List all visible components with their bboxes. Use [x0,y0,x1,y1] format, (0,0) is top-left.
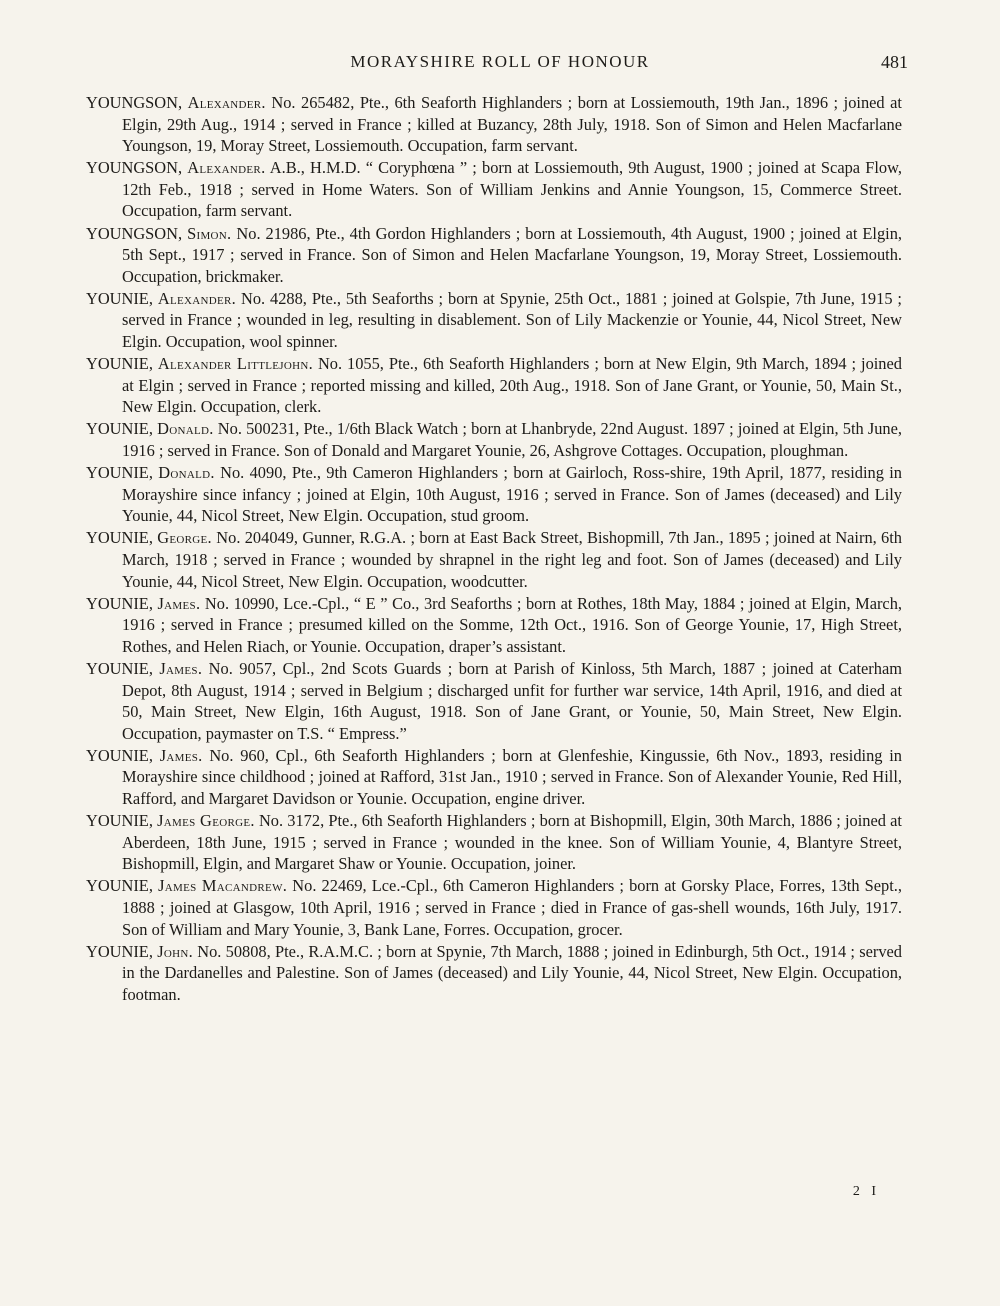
entry-given-name: James. [157,593,201,613]
entry-given-name: Alexander. [187,93,266,112]
roll-entry [86,527,902,592]
entry-details: No. 3172, Pte., 6th Seaforth Highlanders ; born at Bishopmill, Elgin, 30th March, 1886 ; joined at Aberdeen, 18th June, 1915 ; served in France ; wounded in the knee. Son of William Younie, 4, Blantyre Street, Bishopmill, Elgin, and Margaret Shaw or Younie. Occupation, joiner. [122,811,902,874]
entry-given-name: James Macandrew. [158,876,288,896]
entry-surname: YOUNIE, [86,811,153,831]
entry-given-name: James. [159,658,203,678]
entry-given-name: Alexander Littlejohn. [157,354,313,374]
entry-details: No. 50808, Pte., R.A.M.C. ; born at Spynie, 7th March, 1888 ; joined in Edinburgh, 5th Oct., 1914 ; served in the Dardanelles and Palestine. Son of James (deceased) and Lily Younie, 44, Nicol Street, New Elgin. Occupation, footman. [122,941,902,1004]
entry-given-name: Alexander. [157,288,237,308]
roll-entry [86,875,902,940]
roll-entry [86,157,902,222]
entry-surname: YOUNGSON, [86,93,183,112]
roll-entry [86,745,902,810]
entry-details: No. 21986, Pte., 4th Gordon Highlanders ; born at Lossiemouth, 4th August, 1900 ; joined at Elgin, 5th Sept., 1917 ; served in France. Son of Simon and Helen Macfarlane Youngson, 19, Moray Street, Lossiemouth. Occupation, brickmaker. [122,223,902,286]
entry-given-name: Simon. [187,223,232,243]
entry-details: No. 265482, Pte., 6th Seaforth Highlanders ; born at Lossiemouth, 19th Jan., 1896 ; joined at Elgin, 29th Aug., 1914 ; served in France ; killed at Buzancy, 28th July, 1918. Son of Simon and Helen Macfarlane Youngson, 19, Moray Street, Lossiemouth. Occupation, farm servant. [122,93,902,156]
entry-details: No. 4288, Pte., 5th Seaforths ; born at Spynie, 25th Oct., 1881 ; joined at Golspie, 7th June, 1915 ; served in France ; wounded in leg, resulting in disablement. Son of Lily Mackenzie or Younie, 44, Nicol Street, New Elgin. Occupation, wool spinner. [122,288,902,352]
roll-entries [86,92,902,1006]
entry-details: No. 4090, Pte., 9th Cameron Highlanders ; born at Gairloch, Ross-shire, 19th April, 1877, residing in Morayshire since infancy ; joined at Elgin, 10th August, 1916 ; served in France. Son of James (deceased) and Lily Younie, 44, Nicol Street, New Elgin. Occupation, stud groom. [122,463,902,526]
entry-given-name: Donald. [158,463,215,483]
entry-surname: YOUNIE, [86,288,153,308]
entry-given-name: George. [157,528,212,548]
entry-surname: YOUNIE, [86,419,153,439]
roll-entry [86,92,902,157]
entry-details: No. 10990, Lce.-Cpl., “ E ” Co., 3rd Seaforths ; born at Rothes, 18th May, 1884 ; joined at Elgin, March, 1916 ; served in France ; presumed killed on the Somme, 12th Oct., 1916. Son of George Younie, 17, High Street, Rothes, and Helen Riach, or Younie. Occupation, draper’s assistant. [122,593,902,656]
roll-entry [86,288,902,353]
entry-details: No. 204049, Gunner, R.G.A. ; born at East Back Street, Bishopmill, 7th Jan., 1895 ; joined at Nairn, 6th March, 1918 ; served in France ; wounded by shrapnel in the right leg and foot. Son of James (deceased) and Lily Younie, 44, Nicol Street, New Elgin. Occupation, woodcutter. [122,528,902,591]
entry-given-name: James. [159,745,203,765]
entry-surname: YOUNGSON, [86,158,183,178]
entry-surname: YOUNIE, [86,745,153,765]
entry-surname: YOUNIE, [86,528,153,548]
signature-mark: 2 I [852,1184,880,1199]
page-title: MORAYSHIRE ROLL OF HONOUR [350,52,650,71]
entry-details: No. 22469, Lce.-Cpl., 6th Cameron Highlanders ; born at Gorsky Place, Forres, 13th Sept., 1888 ; joined at Glasgow, 10th April, 1916 ; served in France ; died in France of gas-shell wounds, 16th July, 1917. Son of William and Mary Younie, 3, Bank Lane, Forres. Occupation, grocer. [122,876,903,939]
running-head [0,52,1000,76]
entry-surname: YOUNIE, [86,463,153,483]
entry-details: No. 1055, Pte., 6th Seaforth Highlanders ; born at New Elgin, 9th March, 1894 ; joined at Elgin ; served in France ; reported missing and killed, 20th Aug., 1918. Son of Jane Grant, or Younie, 50, Main St., New Elgin. Occupation, clerk. [122,354,902,417]
entry-given-name: Donald. [157,419,214,439]
entry-details: A.B., H.M.D. “ Coryphœna ” ; born at Lossiemouth, 9th August, 1900 ; joined at Scapa Flow, 12th Feb., 1918 ; served in Home Waters. Son of William Jenkins and Annie Youngson, 15, Commerce Street. Occupation, farm servant. [122,158,902,221]
entry-surname: YOUNIE, [86,354,153,374]
entry-surname: YOUNGSON, [86,223,183,243]
entry-details: No. 500231, Pte., 1/6th Black Watch ; born at Lhanbryde, 22nd August. 1897 ; joined at Elgin, 5th June, 1916 ; served in France. Son of Donald and Margaret Younie, 26, Ashgrove Cottages. Occupation, ploughman. [122,419,902,460]
entry-surname: YOUNIE, [86,876,153,896]
entry-surname: YOUNIE, [86,941,153,961]
roll-entry [86,462,902,527]
roll-entry [86,593,902,658]
roll-entry [86,418,902,461]
page-number: 481 [881,52,908,72]
entry-details: No. 9057, Cpl., 2nd Scots Guards ; born at Parish of Kinloss, 5th March, 1887 ; joined at Caterham Depot, 8th August, 1914 ; served in Belgium ; discharged unfit for further war service, 14th April, 1916, and died at 50, Main Street, New Elgin, 16th August, 1918. Son of Jane Grant, or Younie, 50, Main Street, New Elgin. Occupation, paymaster on T.S. “ Empress.” [122,658,902,743]
entry-given-name: Alexander. [187,158,266,178]
entry-details: No. 960, Cpl., 6th Seaforth Highlanders ; born at Glenfeshie, Kingussie, 6th Nov., 1893, residing in Morayshire since childhood ; joined at Rafford, 31st Jan., 1910 ; served in France. Son of Alexander Younie, Red Hill, Rafford, and Margaret Davidson or Younie. Occupation, engine driver. [122,745,903,808]
roll-entry [86,658,902,744]
entry-surname: YOUNIE, [86,658,153,678]
roll-entry [86,941,902,1006]
roll-entry [86,223,902,288]
roll-entry [86,810,902,875]
entry-surname: YOUNIE, [86,593,153,613]
entry-given-name: James George. [157,811,255,831]
roll-entry [86,353,902,418]
entry-given-name: John. [157,941,193,961]
